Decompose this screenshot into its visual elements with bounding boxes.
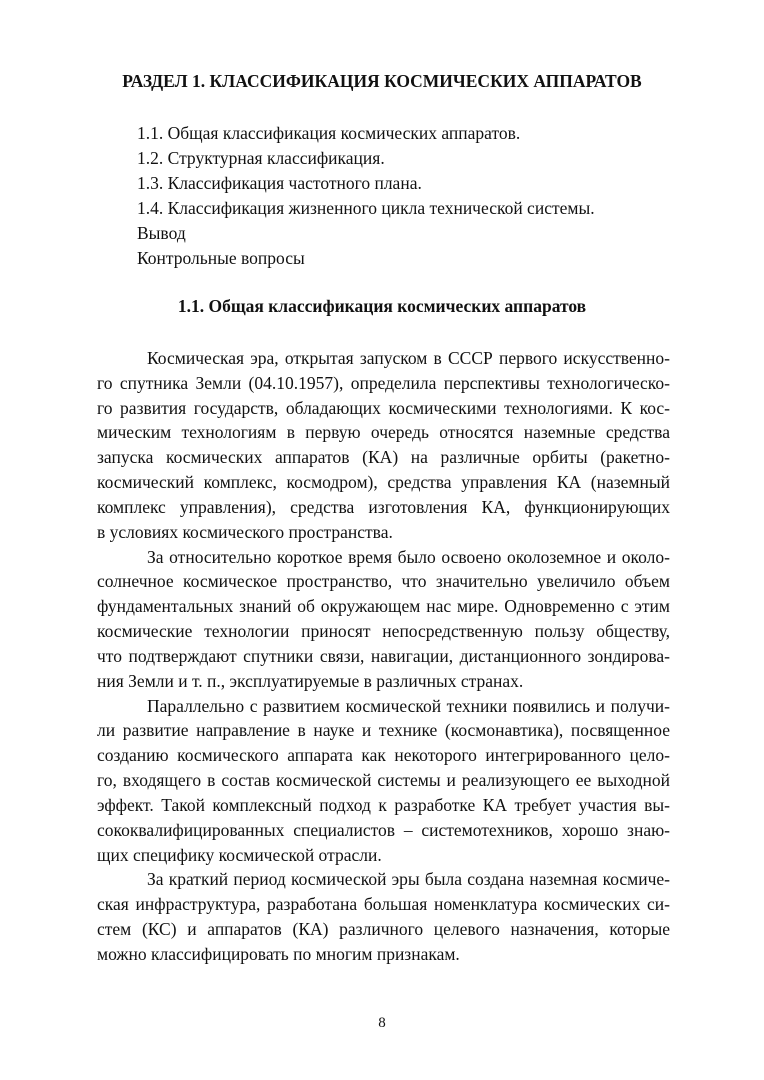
text-line: За относительно короткое время было освоено околоземное и около-: [147, 546, 670, 567]
text-line: запуска космических аппаратов (КА) на различные орбиты (ракетно-: [97, 447, 670, 468]
text-line: что подтверждают спутники связи, навигации, дистанционного зондирова-: [97, 645, 670, 666]
text-line: мическим технологиям в первую очередь относятся наземные средства: [97, 422, 670, 443]
text-line: ская инфраструктура, разработана большая номенклатура космических си-: [97, 894, 670, 915]
text-line: солнечное космическое пространство, что значительно увеличило объем: [97, 571, 670, 592]
body-text: [97, 346, 670, 967]
text-line: стем (КС) и аппаратов (КА) различного целевого назначения, которые: [97, 919, 670, 940]
text-line: ния Земли и т. п., эксплуатируемые в различных странах.: [97, 670, 524, 691]
paragraph: [97, 694, 670, 868]
text-line: сококвалифицированных специалистов – системотехников, хорошо знаю-: [97, 819, 670, 840]
paragraph: [97, 346, 670, 545]
text-line: космический комплекс, космодром), средства управления КА (наземный: [97, 472, 670, 493]
toc-item: 1.2. Структурная классификация.: [137, 148, 385, 168]
toc-item: 1.3. Классификация частотного плана.: [137, 173, 422, 193]
text-line: эффект. Такой комплексный подход к разработке КА требует участия вы-: [97, 794, 670, 815]
paragraph: [97, 867, 670, 966]
text-line: За краткий период космической эры была создана наземная космиче-: [147, 869, 670, 890]
text-line: Параллельно с развитием космической техники появились и получи-: [147, 695, 670, 716]
text-line: комплекс управления), средства изготовления КА, функционирующих: [97, 496, 670, 517]
text-line: го спутника Земли (04.10.1957), определила перспективы технологическо-: [97, 372, 670, 393]
text-line: го развития государств, обладающих космическими технологиями. К кос-: [97, 397, 670, 418]
subsection-heading: 1.1. Общая классификация космических аппаратов: [177, 296, 587, 316]
section-title: РАЗДЕЛ 1. КЛАССИФИКАЦИЯ КОСМИЧЕСКИХ АППАРАТОВ: [122, 71, 642, 91]
text-line: фундаментальных знаний об окружающем нас мире. Одновременно с этим: [97, 596, 670, 617]
text-line: го, входящего в состав космической системы и реализующего ее выходной: [97, 770, 670, 791]
text-line: ли развитие направление в науке и технике (космонавтика), посвященное: [97, 720, 670, 741]
toc-item: Вывод: [137, 223, 186, 243]
text-line: созданию космического аппарата как некоторого интегрированного цело-: [97, 745, 670, 766]
text-line: Космическая эра, открытая запуском в СССР первого искусственно-: [147, 348, 670, 368]
toc-item: Контрольные вопросы: [137, 248, 305, 268]
page-number: 8: [378, 1015, 386, 1031]
text-line: можно классифицировать по многим признакам.: [97, 943, 460, 964]
text-line: щих специфику космической отрасли.: [97, 844, 382, 865]
table-of-contents: [137, 121, 595, 271]
paragraph: [97, 545, 670, 694]
toc-item: 1.4. Классификация жизненного цикла технической системы.: [137, 198, 595, 218]
text-line: в условиях космического пространства.: [97, 521, 393, 542]
text-line: космические технологии приносят непосредственную пользу обществу,: [97, 621, 670, 642]
toc-item: 1.1. Общая классификация космических аппаратов.: [137, 123, 521, 143]
